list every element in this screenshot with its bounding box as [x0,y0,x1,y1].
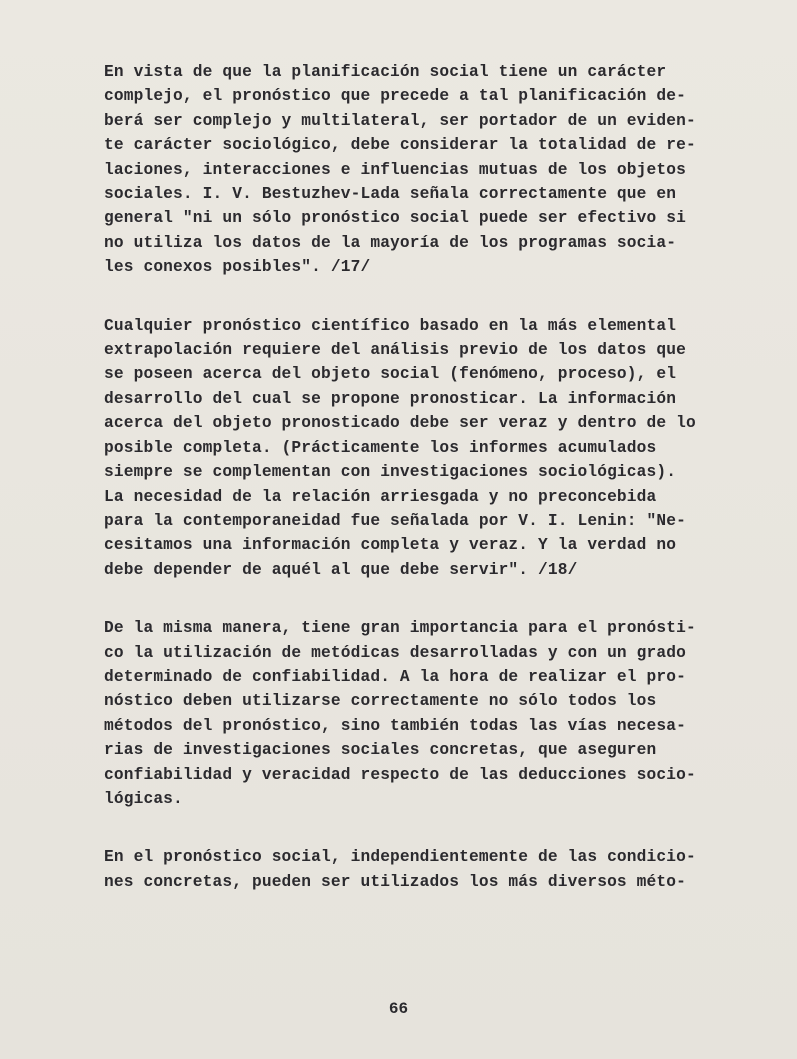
text-line: Cualquier pronóstico científico basado en la más elemental [104,316,677,335]
body-text [104,50,768,894]
text-line: co la utilización de metódicas desarrolladas y con un grado [104,643,686,662]
text-line: De la misma manera, tiene gran importancia para el pronósti- [104,619,696,638]
text-line: rias de investigaciones sociales concretas, que aseguren [104,741,657,760]
text-line: general "ni un sólo pronóstico social puede ser efectivo si [104,209,686,228]
text-line: En el pronóstico social, independientemente de las condicio- [104,848,696,867]
text-line: nes concretas, pueden ser utilizados los más diversos méto- [104,872,686,891]
text-line: desarrollo del cual se propone pronosticar. La información [104,389,677,408]
text-line: acerca del objeto pronosticado debe ser veraz y dentro de lo [104,414,696,433]
text-line: berá ser complejo y multilateral, ser portador de un eviden- [104,111,696,130]
text-line: La necesidad de la relación arriesgada y no preconcebida [104,487,657,506]
paragraph-3 [104,616,768,811]
text-line: lógicas. [104,789,183,808]
text-line: les conexos posibles". /17/ [104,258,371,277]
text-line: cesitamos una información completa y veraz. Y la verdad no [104,536,677,555]
paragraph-1 [104,60,768,280]
text-line: sociales. I. V. Bestuzhev-Lada señala correctamente que en [104,185,677,204]
text-line: confiabilidad y veracidad respecto de las deducciones socio- [104,765,696,784]
paragraph-2 [104,314,768,582]
paragraph-4 [104,845,768,894]
text-line: métodos del pronóstico, sino también todas las vías necesa- [104,716,686,735]
text-line: se poseen acerca del objeto social (fenómeno, proceso), el [104,365,677,384]
page-number: 66 [388,1000,409,1018]
text-line: En vista de que la planificación social tiene un carácter [104,63,667,81]
text-line: determinado de confiabilidad. A la hora de realizar el pro- [104,667,686,686]
text-line: complejo, el pronóstico que precede a tal planificación de- [104,87,686,106]
text-line: para la contemporaneidad fue señalada por V. I. Lenin: "Ne- [104,511,686,530]
text-line: debe depender de aquél al que debe servir". /18/ [104,560,578,579]
text-line: nóstico deben utilizarse correctamente no sólo todos los [104,692,657,711]
text-line: no utiliza los datos de la mayoría de los programas socia- [104,233,677,252]
text-line: siempre se complementan con investigaciones sociológicas). [104,463,677,482]
text-line: extrapolación requiere del análisis previo de los datos que [104,341,686,360]
text-line: posible completa. (Prácticamente los informes acumulados [104,438,657,457]
text-line: laciones, interacciones e influencias mutuas de los objetos [104,160,686,179]
text-line: te carácter sociológico, debe considerar la totalidad de re- [104,136,696,155]
